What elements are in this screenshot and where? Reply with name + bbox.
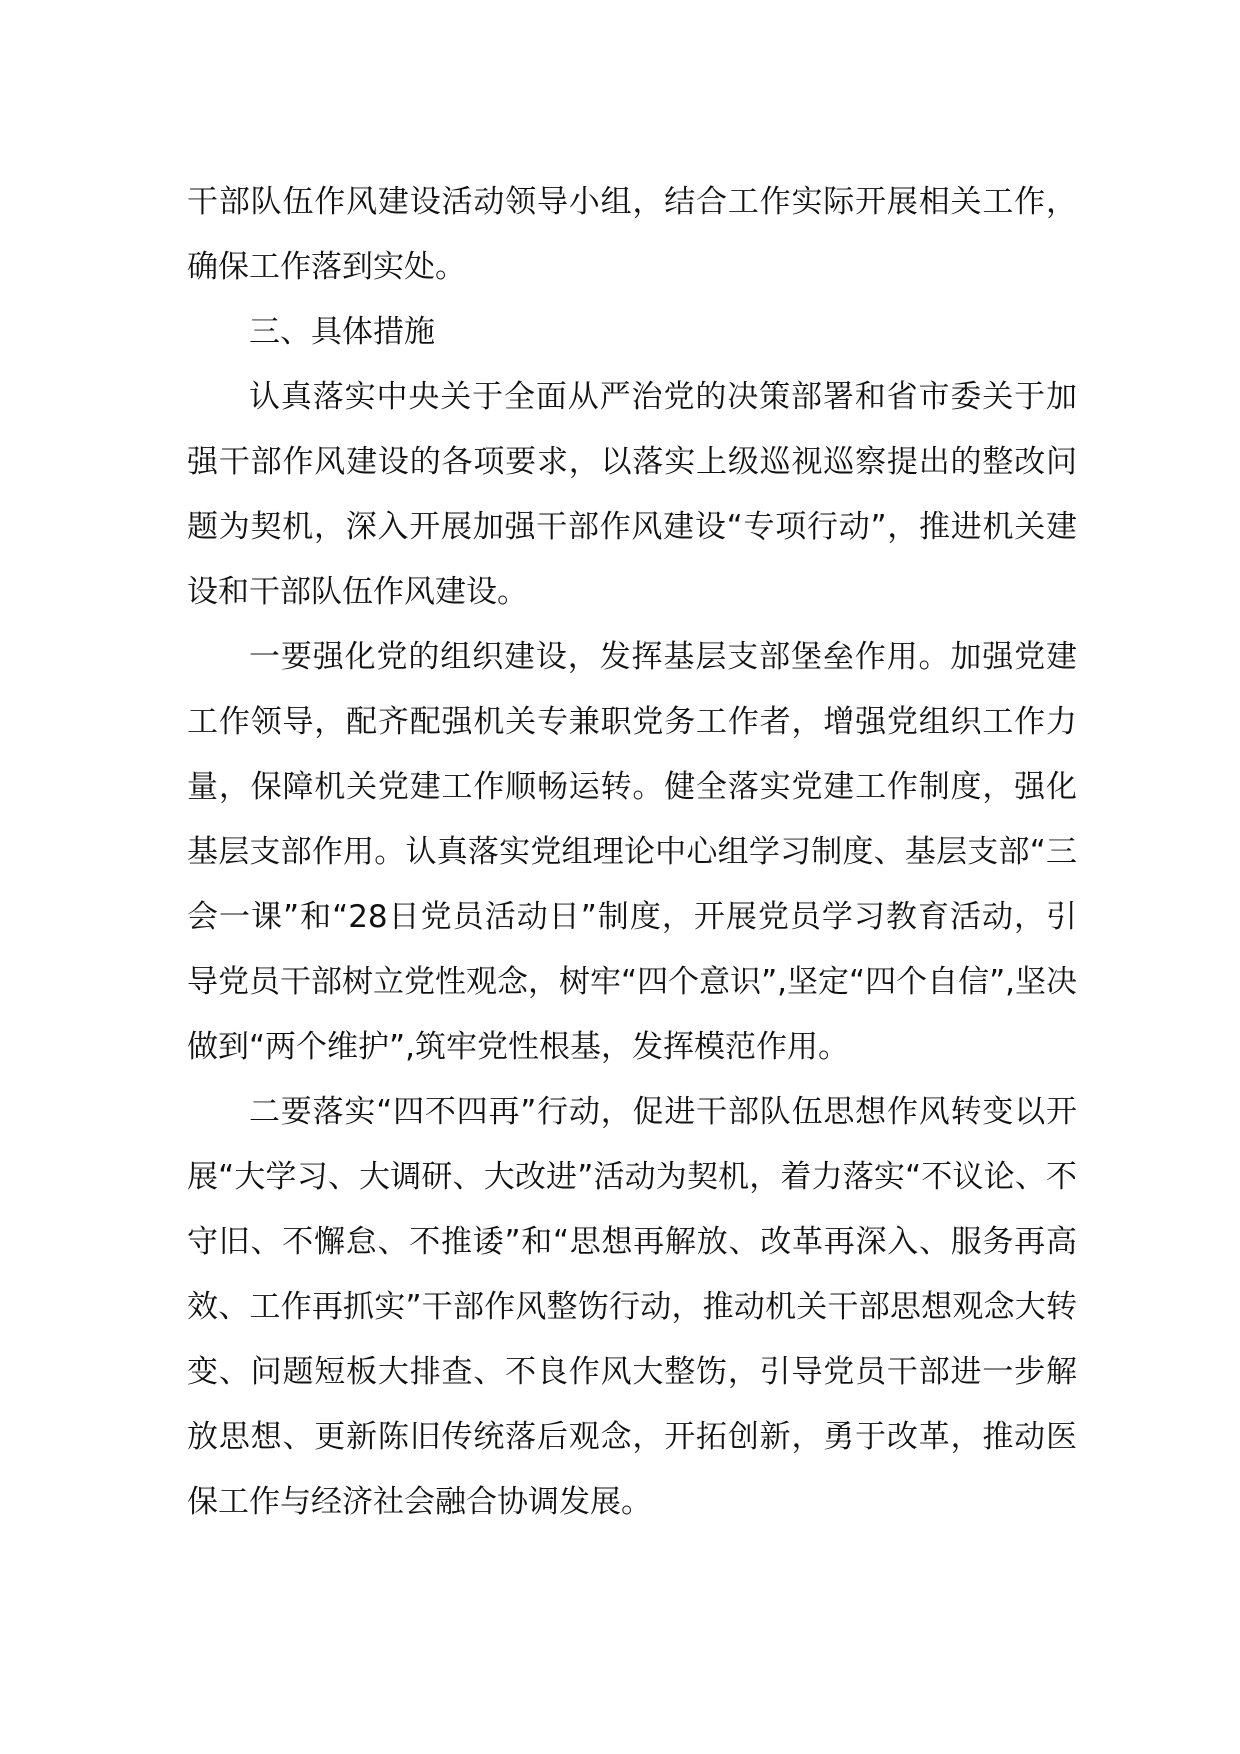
paragraph-point-one: 一要强化党的组织建设，发挥基层支部堡垒作用。加强党建工作领导，配齐配强机关专兼职党务工作者，增强党组织工作力量，保障机关党建工作顺畅运转。健全落实党建工作制度，强化基层支部作用。认真落实党组理论中心组学习制度、基层支部“三会一课”和“28日党员活动日”制度，开展党员学习教育活动，引导党员干部树立党性观念，树牢“四个意识”,坚定“四个自信”,坚决做到“两个维护”,筑牢党性根基，发挥模范作用。	[187, 639, 1077, 1065]
paragraph-continuation: 干部队伍作风建设活动领导小组，结合工作实际开展相关工作，确保工作落到实处。	[187, 184, 1077, 285]
document-body	[187, 170, 1077, 1535]
paragraph-point-two: 二要落实“四不四再”行动，促进干部队伍思想作风转变以开展“大学习、大调研、大改进”活动为契机，着力落实“不议论、不守旧、不懈怠、不推诿”和“思想再解放、改革再深入、服务再高效、工作再抓实”干部作风整饬行动，推动机关干部思想观念大转变、问题短板大排查、不良作风大整饬，引导党员干部进一步解放思想、更新陈旧传统落后观念，开拓创新，勇于改革，推动医保工作与经济社会融合协调发展。	[187, 1094, 1077, 1520]
section-heading: 三、具体措施	[249, 314, 435, 350]
paragraph-intro: 认真落实中央关于全面从严治党的决策部署和省市委关于加强干部作风建设的各项要求，以落实上级巡视巡察提出的整改问题为契机，深入开展加强干部作风建设“专项行动”，推进机关建设和干部队伍作风建设。	[187, 379, 1077, 610]
